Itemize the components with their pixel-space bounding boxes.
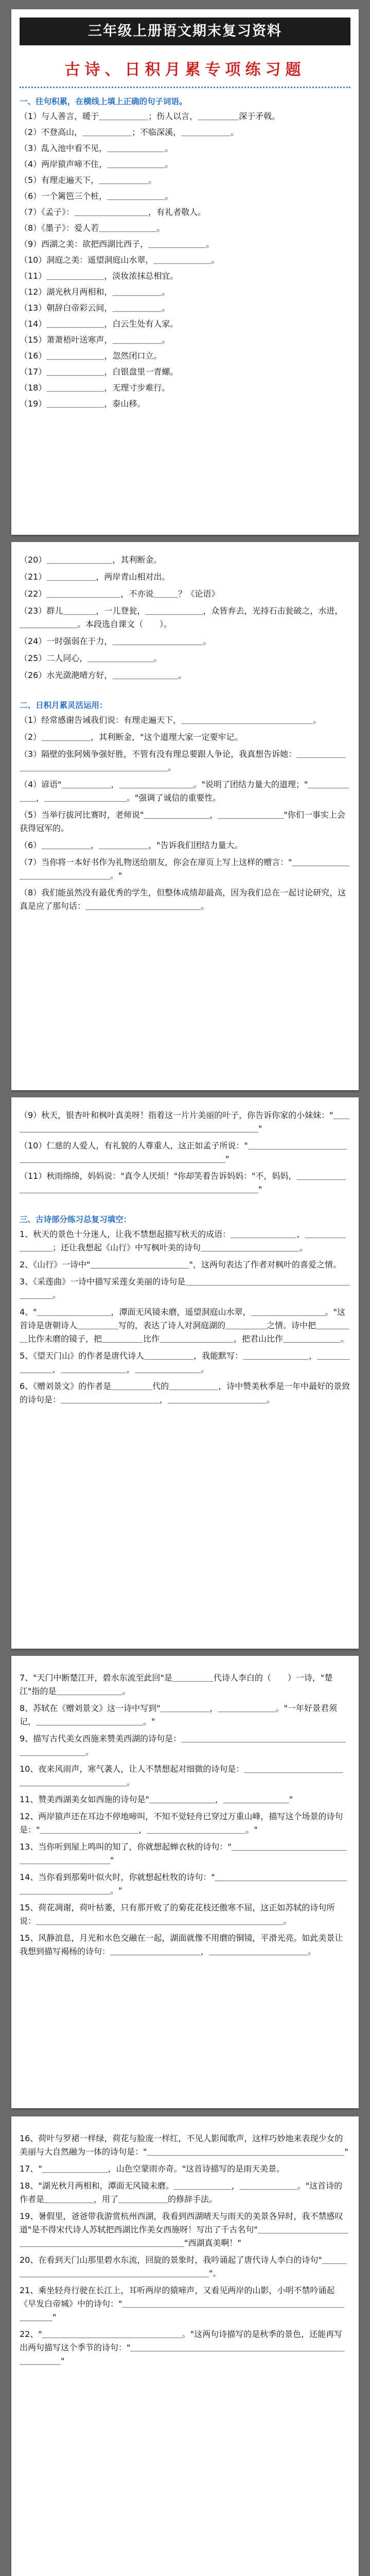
question-item: （5）当举行拔河比赛时，老师说"＿＿＿＿＿＿＿＿，＿＿＿＿＿＿＿＿"你们一事实上会获得冠军的。 — [20, 810, 345, 833]
question-item: （21）＿＿＿＿＿＿，两岸青山相对出。 — [20, 572, 170, 582]
question-item: （2）＿＿＿＿＿＿，其利断金，"这个道理大家一定要牢记。 — [20, 732, 243, 742]
document-subtitle: 古诗、日积月累专项练习题 — [20, 57, 350, 88]
question-item: （16）＿＿＿＿＿＿＿，忽然闭口立。 — [20, 351, 162, 361]
section-heading-1: 一、往句积累，在横线上填上正确的句子词语。 — [20, 97, 187, 106]
question-item: （6）一个篱笆三个桩，＿＿＿＿＿＿＿。 — [20, 191, 173, 201]
question-item: 6、《赠刘景文》的作者是＿＿＿＿＿代的＿＿＿＿＿＿，诗中赞美秋季是一年中最好的景致的诗句是：＿＿＿＿＿＿＿＿＿＿＿＿，＿＿＿＿＿＿＿＿＿＿＿＿。 — [20, 1381, 350, 1404]
question-item: 14、当你看到那菊叶似火时，你就想起杜牧的诗句："＿＿＿＿＿＿＿＿＿＿＿＿＿＿＿＿＿＿＿＿＿＿＿＿＿＿＿。" — [20, 1872, 347, 1895]
question-item: 21、乘坐轻舟行驶在长江上，耳听两岸的猿啼声，又看见两岸的山影，小明不禁吟诵起《早发白帝城》中的诗句："＿＿＿＿＿＿＿＿＿＿＿＿＿＿＿＿＿＿＿＿＿＿＿＿＿＿＿＿＿＿＿" — [20, 2285, 345, 2322]
question-item: （22）＿＿＿＿＿＿＿＿＿，不亦说＿＿＿？《论语》 — [20, 589, 220, 599]
worksheet-page-5 — [11, 2116, 359, 2576]
question-item: 18、"湖光秋月两相和，潭面无风镜未磨。＿＿＿＿＿＿＿，＿＿＿＿＿＿＿。"这首诗的作者是＿＿＿＿＿＿，用了＿＿＿＿＿＿的修辞手法。 — [20, 2181, 343, 2204]
question-item: （10）仁慈的人爱人，有礼貌的人尊重人，这正如孟子所说："＿＿＿＿＿＿＿＿＿＿＿＿＿＿＿＿＿＿＿＿＿＿＿＿＿＿＿＿＿＿＿＿＿＿＿＿＿" — [20, 1141, 347, 1164]
question-item: （3）隔壁的张阿姨争强好胜，不管有没有理总要跟人争论，我真想告诉她：＿＿＿＿＿＿＿＿＿＿＿＿＿＿＿＿＿＿＿＿＿＿＿＿。 — [20, 749, 346, 772]
question-item: 1、秋天的景色十分迷人，让我不禁想起描写秋天的成语：＿＿＿＿＿＿＿＿、＿＿＿＿＿＿＿＿＿；还让我想起《山行》中写枫叶美的诗句＿＿＿＿＿＿＿＿＿＿＿＿。 — [20, 1229, 346, 1252]
question-item: （7）当你将一本好书作为礼物送给朋友，你会在扉页上写上这样的赠言："＿＿＿＿＿＿＿＿＿＿＿＿＿＿＿＿＿＿。" — [20, 857, 350, 880]
question-item: （24）一时强弱在于力，＿＿＿＿＿＿＿＿＿＿＿。 — [20, 636, 212, 646]
question-item: （1）经常感谢告诫我们说：有理走遍天下，＿＿＿＿＿＿＿＿＿＿＿＿＿＿＿＿。 — [20, 715, 322, 725]
question-item: （4）谚语"＿＿＿＿＿＿，＿＿＿＿＿＿＿＿＿。"说明了团结力量大的道理；"＿＿＿＿＿＿＿，＿＿＿＿＿＿＿＿＿＿。"强调了诚信的重要性。 — [20, 779, 349, 803]
question-item: （25）二人同心，＿＿＿＿＿＿＿＿。 — [20, 653, 162, 663]
question-list-1 — [11, 110, 359, 411]
question-item: 7、"天门中断楚江开，碧水东流至此回"是＿＿＿＿＿代诗人李白的（ ）一诗，"楚江"指的是＿＿＿＿＿＿＿＿。 — [20, 1673, 333, 1696]
question-list-5 — [11, 2132, 359, 2368]
question-item: 10、夜来风雨声，寒气袭人，让人不禁想起对细微的诗句是：＿＿＿＿＿＿＿＿＿＿＿＿＿＿＿＿＿＿＿＿＿＿＿＿＿。 — [20, 1764, 343, 1787]
question-item: （19）＿＿＿＿＿＿＿，泰山移。 — [20, 399, 146, 409]
question-item: 15、风静浪息，月光和水色交融在一起，湖面就像不用磨的铜镜，平滑光亮。如此美景让我想到描写褐杨的诗句：＿＿＿＿＿＿＿＿＿＿＿，＿＿＿＿＿＿＿＿＿＿＿＿。 — [20, 1933, 343, 1956]
question-item: 2、《山行》一诗中"＿＿＿＿＿＿＿＿＿＿＿＿"，这两句表达了作者对枫叶的喜爱之情。 — [20, 1260, 341, 1269]
question-item: （3）乱入池中看不见，＿＿＿＿＿＿＿。 — [20, 143, 173, 153]
question-item: 19、暑假里，爸爸带我游赏杭州西湖，我看到西湖晴天与雨天的美景各异时，我不禁感叹道"是不得宋代诗人苏轼把西湖比作美女西施呀！写出了千古名句"＿＿＿＿＿＿＿＿＿＿＿＿＿＿＿＿＿＿＿＿＿＿＿＿＿＿＿＿＿＿＿"西湖真美啊！" — [20, 2211, 348, 2248]
worksheet-page-4 — [11, 1656, 359, 2108]
question-list-3a — [11, 1109, 359, 1196]
question-item: （1）与人善言，暖于＿＿＿＿＿＿；伤人以言，＿＿＿＿＿深于矛戟。 — [20, 111, 280, 121]
question-list-4 — [11, 1671, 359, 1958]
question-item: （18）＿＿＿＿＿＿＿，无理寸步难行。 — [20, 383, 170, 393]
question-item: 11、赞美西湖美女如西施的诗句是"＿＿＿＿＿＿＿＿，＿＿＿＿＿＿＿＿" — [20, 1794, 293, 1804]
question-item: （4）两岸猿声啼不住，＿＿＿＿＿＿＿。 — [20, 159, 173, 169]
worksheet-page-1 — [11, 9, 359, 535]
worksheet-page-3 — [11, 1097, 359, 1649]
question-item: （17）＿＿＿＿＿＿＿，白银盘里一青螺。 — [20, 367, 179, 377]
section-heading-3: 三、古诗部分练习总复习填空： — [20, 1215, 132, 1224]
question-item: （11）＿＿＿＿＿＿＿，淡妆浓抹总相宜。 — [20, 271, 179, 281]
question-item: （15）萧萧梧叶送寒声，＿＿＿＿＿＿。 — [20, 335, 170, 345]
question-item: 8、苏轼在《赠刘景文》这一诗中写到"＿＿＿＿＿＿，＿＿＿＿＿＿＿。"一年好景君须记，＿＿＿＿＿＿＿＿＿＿＿＿＿。" — [20, 1703, 337, 1726]
question-item: 20、在看到天门山那里碧水东流，回旋的景象时，我吟诵起了唐代诗人李白的诗句"＿＿＿＿＿＿＿＿＿＿＿＿＿＿＿＿＿＿＿＿＿＿＿＿＿＿"。 — [20, 2255, 347, 2278]
question-item: （2）不登高山，＿＿＿＿＿＿；不临深溪，＿＿＿＿＿＿。 — [20, 127, 239, 137]
question-item: （14）＿＿＿＿＿＿＿，白云生处有人家。 — [20, 319, 179, 329]
question-item: 12、两岸猿声还在耳边不停地啼叫，不知不觉轻舟已穿过万重山峰，描写这个场景的诗句是："＿＿＿＿＿＿＿＿＿＿＿＿，＿＿＿＿＿＿＿＿＿＿＿＿。" — [20, 1811, 343, 1835]
question-item: （9）秋天，银杏叶和枫叶真美呀！指着这一片片美丽的叶子，你告诉你家的小妹妹："＿＿＿＿＿＿＿＿＿＿＿＿＿＿＿＿＿＿＿＿＿＿＿＿＿＿＿＿＿＿＿" — [20, 1110, 350, 1133]
question-item: 22、"＿＿＿＿＿＿＿＿＿＿＿＿＿＿＿＿＿。"这两句诗描写的是秋季的景色，还能再写出两句描写这个季节的诗句："＿＿＿＿＿＿＿＿＿＿＿＿＿＿＿＿＿＿＿＿＿＿＿＿＿＿＿＿＿＿＿" — [20, 2329, 345, 2366]
question-item: （5）有理走遍天下，＿＿＿＿＿＿。 — [20, 175, 157, 185]
question-item: 16、荷叶与罗裙一样绿，荷花与脸庞一样红，不见人影闻歌声，这样巧妙地来表现少女的美丽与大自然融为一体的诗句是："＿＿＿＿＿＿＿＿＿＿＿＿＿＿＿＿＿＿＿＿＿＿＿＿" — [20, 2133, 348, 2157]
question-item: （8）《墨子》：爱人若＿＿＿＿＿＿＿。 — [20, 223, 165, 233]
question-item: 17、"＿＿＿＿＿＿＿＿，山色空蒙雨亦奇。"这首诗描写的是雨天美景。 — [20, 2164, 285, 2174]
question-item: 3、《采莲曲》一诗中描写采莲女美丽的诗句是＿＿＿＿＿＿＿＿＿＿＿＿＿＿＿＿＿＿＿＿＿＿＿＿。 — [20, 1277, 350, 1300]
question-item: （7）《孟子》：＿＿＿＿＿＿＿＿＿，有礼者敬人。 — [20, 207, 206, 217]
question-item: 4、"＿＿＿＿＿＿＿＿＿，潭面无风镜未磨，遥望洞庭山水翠，＿＿＿＿＿＿＿＿＿。"这首诗是唐朝诗人＿＿＿＿＿写的，表达了诗人对洞庭湖的＿＿＿＿＿之情。诗中把＿＿＿＿＿比作未磨的镜子，把＿＿＿＿＿比作＿＿＿＿＿＿＿＿＿，把君山比作＿＿＿＿＿＿＿。 — [20, 1307, 349, 1344]
question-item: （8）我们能虽然没有最优秀的学生，但整体成绩却最高，因为我们总在一起讨论研究，这真是应了那句话：＿＿＿＿＿＿＿＿＿＿＿＿＿＿。 — [20, 888, 346, 911]
question-item: 15、荷花凋谢，荷叶枯萎，只有那开败了的菊花花枝还傲寒不屈，这正如苏轼的诗句所说：＿＿＿＿＿＿＿＿＿＿＿＿＿＿＿＿＿＿＿＿＿＿＿＿＿＿＿＿＿＿。 — [20, 1903, 335, 1926]
question-item: 5、《望天门山》的作者是唐代诗人＿＿＿＿＿＿，我能默写：＿＿＿＿＿＿＿＿，＿＿＿＿＿＿＿＿，＿＿＿＿＿＿＿＿，＿＿＿＿＿＿＿＿。 — [20, 1351, 350, 1374]
question-item: （26）水光潋滟晴方好，＿＿＿＿＿＿＿＿。 — [20, 670, 187, 680]
question-item: （12）湖光秋月两相和，＿＿＿＿＿＿。 — [20, 287, 170, 297]
worksheet-page-2 — [11, 542, 359, 1090]
question-item: （23）群儿＿＿＿＿，一儿登瓮，＿＿＿＿＿＿＿，众皆弃去，光持石击瓮破之，水迸，＿＿＿＿＿＿＿。本段选自课文（ ）。 — [20, 606, 343, 629]
document-title: 三年级上册语文期末复习资料 — [20, 18, 350, 45]
question-item: 13、当你听到屋上鸣叫的知了，你就想起蝉衣秋的诗句："＿＿＿＿＿＿＿＿＿＿＿＿＿＿＿＿＿＿＿＿＿＿＿＿＿" — [20, 1842, 347, 1865]
question-list-3b — [11, 1228, 359, 1406]
question-item: （13）朝辞白帝彩云间，＿＿＿＿＿＿。 — [20, 303, 170, 313]
question-item: （11）秋雨绵绵，妈妈说："真令人厌烦！"你却笑着告诉妈妈："不，妈妈，＿＿＿＿＿＿＿＿＿＿＿＿＿＿＿＿＿＿＿＿＿＿＿＿＿＿＿＿＿＿＿＿＿＿＿" — [20, 1171, 346, 1194]
question-item: 9、描写古代美女西施来赞美西湖的诗句是：＿＿＿＿＿＿＿＿＿＿＿＿＿＿＿＿＿＿＿＿＿＿＿＿＿＿＿＿。 — [20, 1734, 346, 1757]
question-item: （10）洞庭之美：遥望洞庭山水翠，＿＿＿＿＿＿＿。 — [20, 255, 220, 265]
question-list-2a — [11, 553, 359, 682]
question-item: （9）西湖之美：欲把西湖比西子，＿＿＿＿＿＿＿。 — [20, 239, 215, 249]
question-list-2b — [11, 714, 359, 913]
section-heading-2: 二、日积月累灵活运用： — [20, 701, 108, 710]
question-item: （20）＿＿＿＿＿＿＿＿，其利断金。 — [20, 555, 162, 565]
question-item: （6）＿＿＿＿＿＿，＿＿＿＿＿＿，"告诉我们团结力量大。 — [20, 840, 243, 850]
